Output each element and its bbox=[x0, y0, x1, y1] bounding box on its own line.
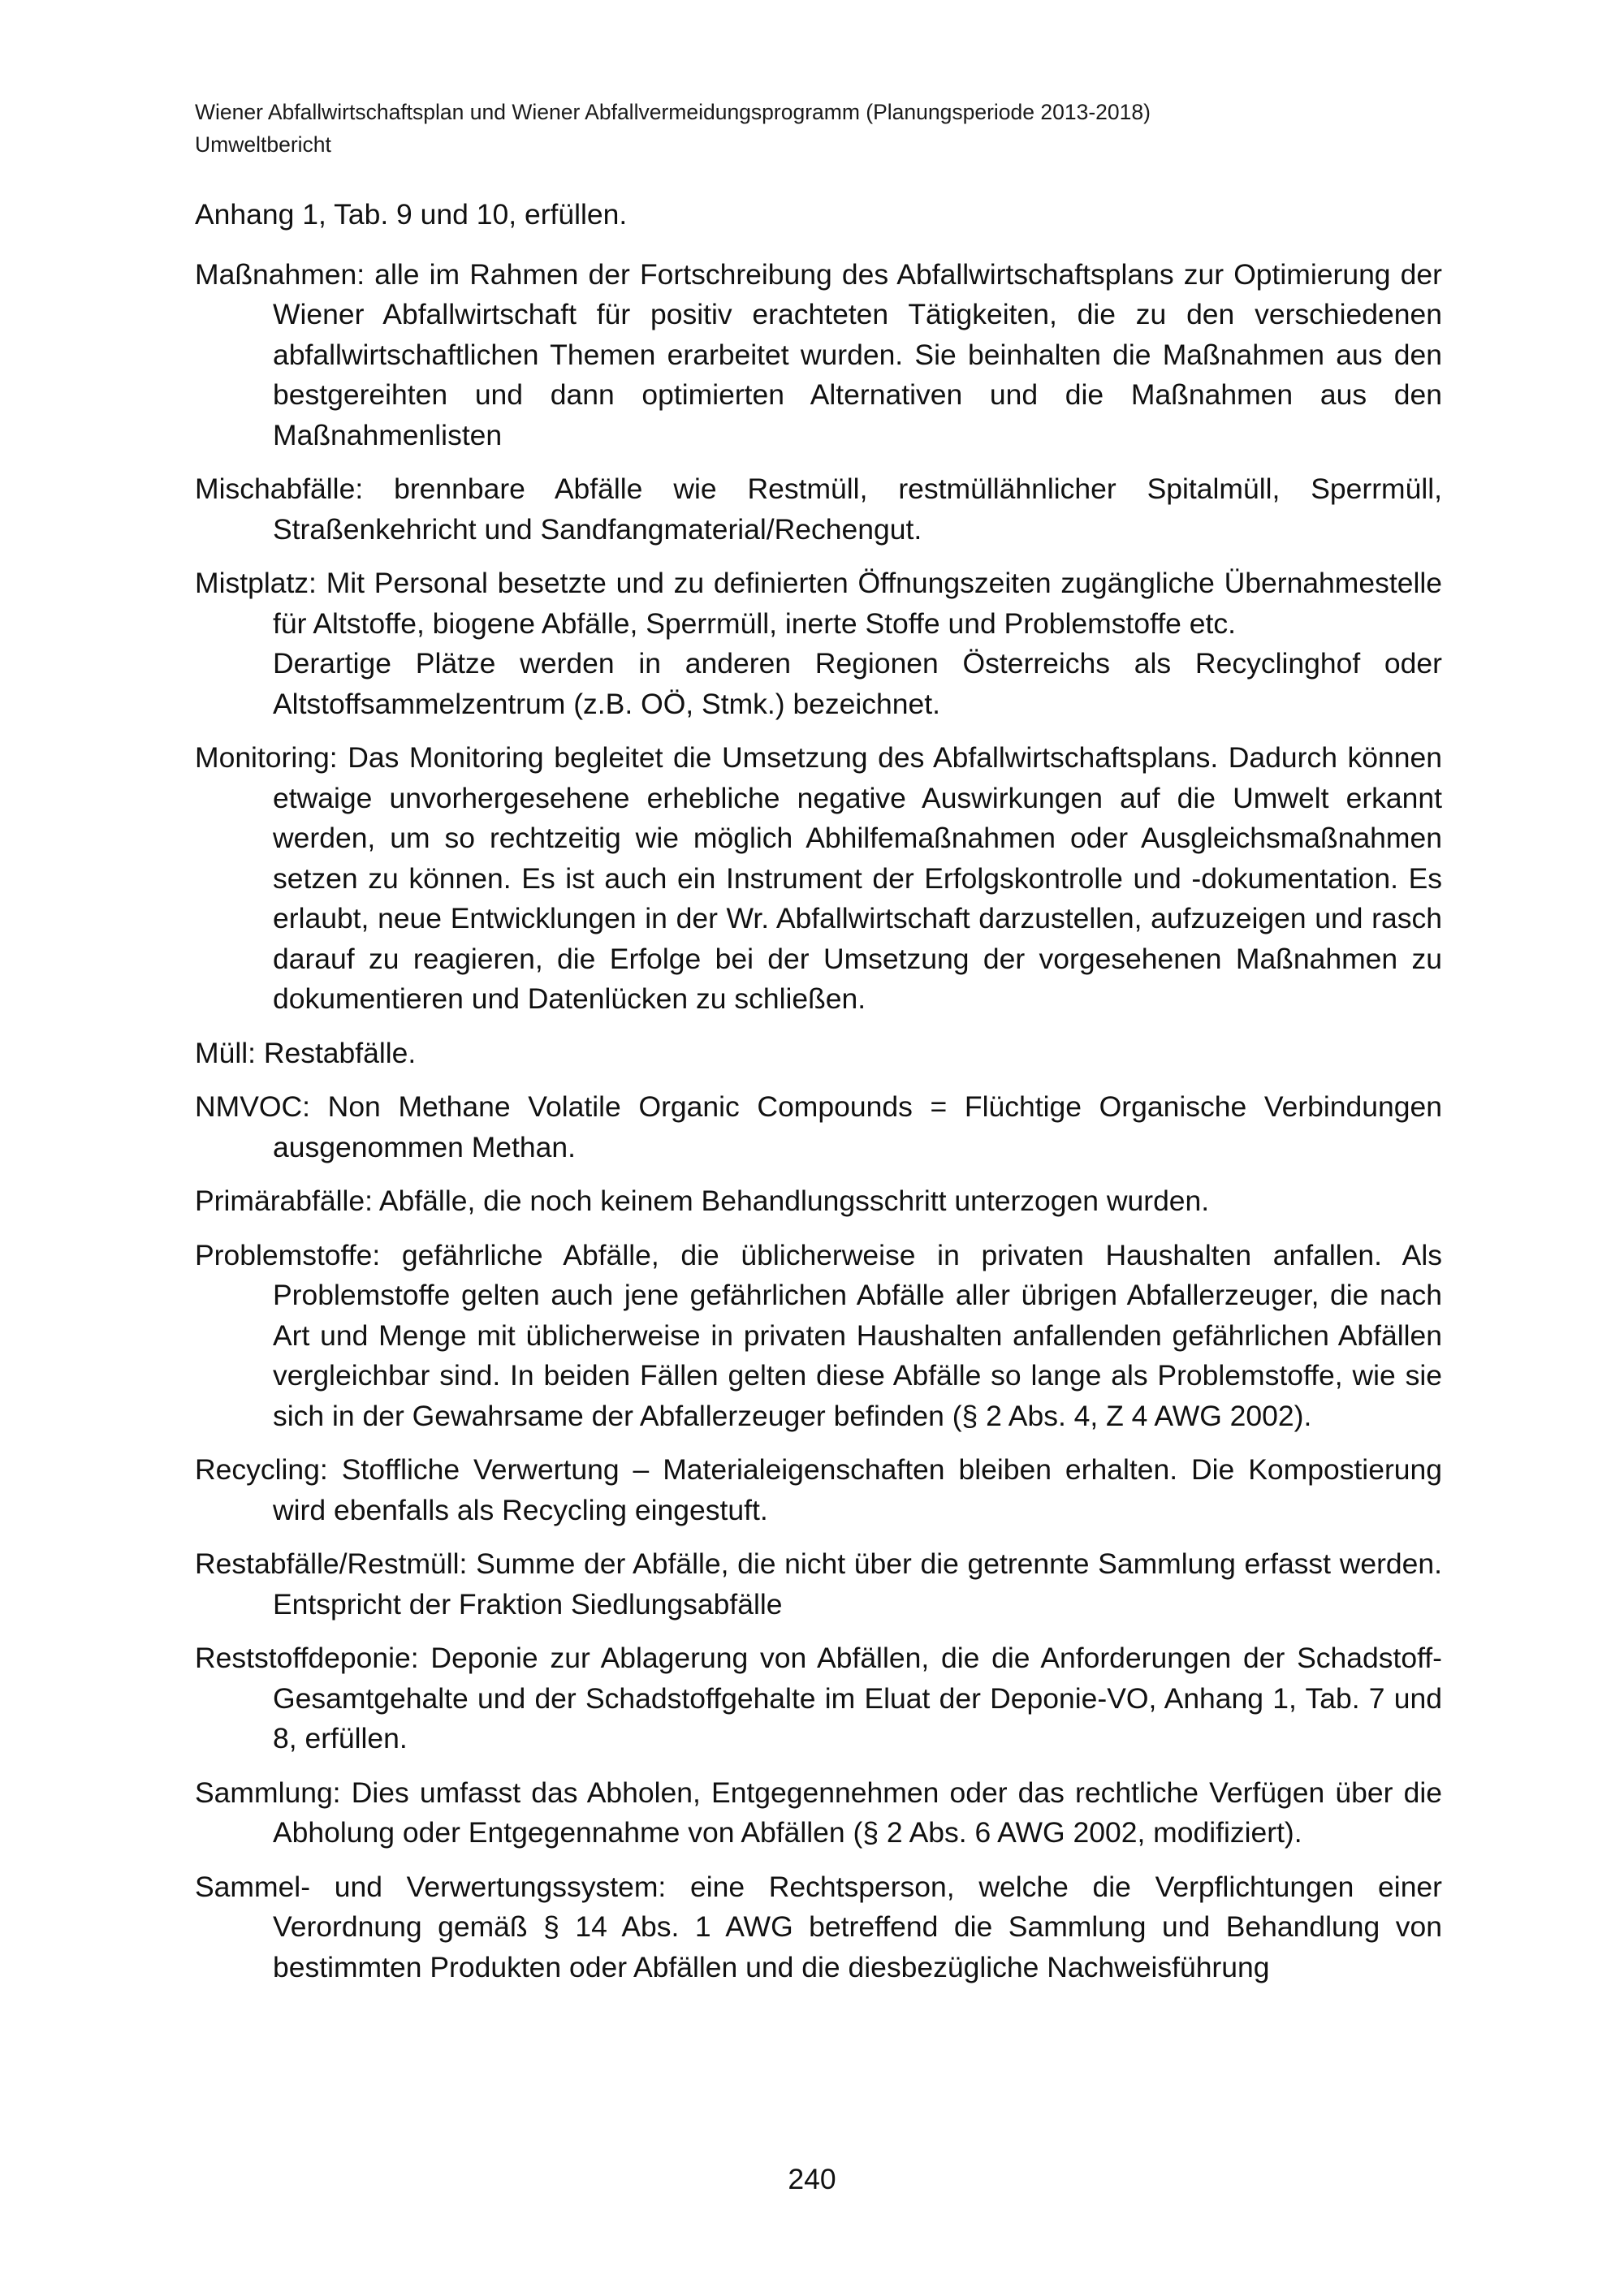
glossary-entry-nmvoc: NMVOC: Non Methane Volatile Organic Compounds = Flüchtige Organische Verbindungen ausgenommen Methan. bbox=[195, 1090, 1442, 1163]
page-number: 240 bbox=[788, 2163, 836, 2195]
glossary-continuation: Anhang 1, Tab. 9 und 10, erfüllen. bbox=[195, 198, 628, 231]
glossary-entry-mischabfaelle: Mischabfälle: brennbare Abfälle wie Restmüll, restmüllähnlicher Spitalmüll, Sperrmüll, Straßenkehricht und Sandfangmaterial/Rechengut. bbox=[195, 473, 1442, 546]
glossary-entry-massnahmen: Maßnahmen: alle im Rahmen der Fortschreibung des Abfallwirtschaftsplans zur Optimierung der Wiener Abfallwirtschaft für positiv erachteten Tätigkeiten, die zu den verschiedenen abfallwirtschaftlichen Themen erarbeitet wurden. Sie beinhalten die Maßnahmen aus den bestgereihten und dann optimierten Alternativen und die Maßnahmen aus den Maßnahmenlisten bbox=[195, 257, 1442, 451]
glossary-entry-restabfaelle: Restabfälle/Restmüll: Summe der Abfälle, die nicht über die getrennte Sammlung erfasst werden. Entspricht der Fraktion Siedlungsabfälle bbox=[195, 1547, 1442, 1621]
glossary-entry-sammelsystem: Sammel- und Verwertungssystem: eine Rechtsperson, welche die Verpflichtungen einer Verordnung gemäß § 14 Abs. 1 AWG betreffend die Sammlung und Behandlung von bestimmten Produkten oder Abfällen und die diesbezügliche Nachweisführung bbox=[195, 1870, 1442, 1983]
glossary-entry-monitoring: Monitoring: Das Monitoring begleitet die Umsetzung des Abfallwirtschaftsplans. Dadurch können etwaige unvorhergesehene erhebliche negative Auswirkungen auf die Umwelt erkannt werden, um so rechtzeitig wie möglich Abhilfemaßnahmen oder Ausgleichsmaßnahmen setzen zu können. Es ist auch ein Instrument der Erfolgskontrolle und -dokumentation. Es erlaubt, neue Entwicklungen in der Wr. Abfallwirtschaft darzustellen, aufzuzeigen und rasch darauf zu reagieren, die Erfolge bei der Umsetzung der vorgesehenen Maßnahmen zu dokumentieren und Datenlücken zu schließen. bbox=[195, 741, 1442, 1015]
running-header bbox=[195, 96, 1445, 161]
header-subtitle: Umweltbericht bbox=[195, 132, 331, 157]
mistplatz-note: Derartige Plätze werden in anderen Regionen Österreichs als Recyclinghof oder Altstoffsammelzentrum (z.B. OÖ, Stmk.) bezeichnet. bbox=[273, 647, 1442, 720]
glossary-entry-recycling: Recycling: Stoffliche Verwertung – Materialeigenschaften bleiben erhalten. Die Kompostierung wird ebenfalls als Recycling eingestuft. bbox=[195, 1453, 1442, 1526]
glossary-entry-mistplatz bbox=[195, 563, 1442, 724]
glossary-body bbox=[195, 195, 1442, 2001]
header-title: Wiener Abfallwirtschaftsplan und Wiener Abfallvermeidungsprogramm (Planungsperiode 2013-2018) bbox=[195, 100, 1151, 124]
glossary-entry-problemstoffe: Problemstoffe: gefährliche Abfälle, die üblicherweise in privaten Haushalten anfallen. Als Problemstoffe gelten auch jene gefährlichen Abfälle aller übrigen Abfallerzeuger, die nach Art und Menge mit üblicherweise in privaten Haushalten anfallenden gefährlichen Abfällen vergleichbar sind. In beiden Fällen gelten diese Abfälle so lange als Problemstoffe, wie sie sich in der Gewahrsame der Abfallerzeuger befinden (§ 2 Abs. 4, Z 4 AWG 2002). bbox=[195, 1238, 1442, 1432]
glossary-entry-reststoffdeponie: Reststoffdeponie: Deponie zur Ablagerung von Abfällen, die die Anforderungen der Schadstoff-Gesamtgehalte und der Schadstoffgehalte im Eluat der Deponie-VO, Anhang 1, Tab. 7 und 8, erfüllen. bbox=[195, 1642, 1442, 1754]
glossary-entry-primaerabfaelle: Primärabfälle: Abfälle, die noch keinem Behandlungsschritt unterzogen wurden. bbox=[195, 1185, 1210, 1217]
glossary-entry-sammlung: Sammlung: Dies umfasst das Abholen, Entgegennehmen oder das rechtliche Verfügen über die Abholung oder Entgegennahme von Abfällen (§ 2 Abs. 6 AWG 2002, modifiziert). bbox=[195, 1776, 1442, 1849]
mistplatz-definition: Mistplatz: Mit Personal besetzte und zu definierten Öffnungszeiten zugängliche Übernahmestelle für Altstoffe, biogene Abfälle, Sperrmüll, inerte Stoffe und Problemstoffe etc. bbox=[195, 567, 1442, 640]
glossary-entry-muell: Müll: Restabfälle. bbox=[195, 1036, 417, 1069]
